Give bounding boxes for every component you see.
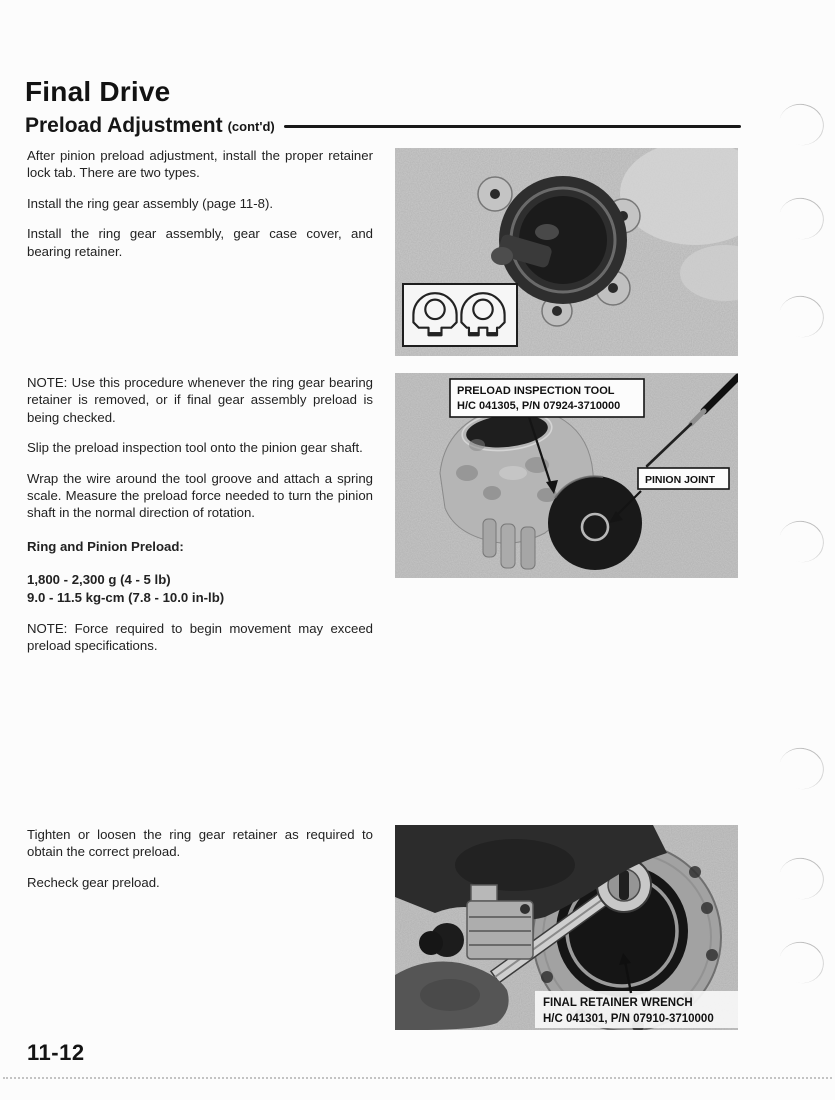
page-header [25, 76, 741, 138]
wrench-drive-slot [619, 870, 629, 900]
spec-heading: Ring and Pinion Preload: [27, 538, 184, 554]
spec-value-grams: 1,800 - 2,300 g (4 - 5 lb) [27, 572, 171, 588]
paragraph-wrap-wire: Wrap the wire around the tool groove and attach a spring scale. Measure the preload force needed to turn the pinion shaft in the normal direction of rotation. [27, 470, 373, 521]
text-block-final [27, 826, 373, 904]
tool-label-line2: H/C 041305, P/N 07924-3710000 [457, 400, 621, 412]
spec-value-kgcm: 9.0 - 11.5 kg-cm (7.8 - 10.0 in-lb) [27, 589, 225, 605]
tool-label-line1: PRELOAD INSPECTION TOOL [457, 385, 615, 397]
retainer-wrench-photo [395, 825, 738, 1030]
paragraph-tighten-retainer: Tighten or loosen the ring gear retainer as required to obtain the correct preload. [27, 827, 373, 860]
binder-curl-mark [775, 743, 829, 794]
paragraph-install-ring-gear: Install the ring gear assembly (page 11-8). [27, 195, 274, 211]
binder-curl-mark [775, 853, 829, 904]
note-procedure: NOTE: Use this procedure whenever the ring gear bearing retainer is removed, or if final gear assembly preload is being checked. [27, 375, 373, 425]
pinion-joint-label: PINION JOINT [645, 474, 716, 486]
paragraph-install-cover: Install the ring gear assembly, gear case cover, and bearing retainer. [27, 226, 373, 259]
figure-retainer-wrench [395, 825, 738, 1030]
paragraph-recheck: Recheck gear preload. [27, 874, 160, 890]
figure-preload-inspection [395, 373, 738, 578]
lock-tab-inset [403, 284, 517, 346]
figure-ring-gear-assembly [395, 148, 738, 356]
paragraph-retainer-lock-tab: After pinion preload adjustment, install the proper retainer lock tab. There are two types. [27, 148, 373, 181]
text-block-intro [27, 147, 373, 273]
binder-curl-mark [775, 99, 829, 150]
subtitle-contd-note: (cont'd) [227, 118, 275, 134]
paragraph-slip-tool: Slip the preload inspection tool onto the pinion gear shaft. [27, 440, 363, 456]
header-rule [284, 125, 741, 128]
binder-curl-mark [775, 937, 829, 988]
wrench-label-line2: H/C 041301, P/N 07910-3710000 [543, 1013, 714, 1025]
binder-curl-mark [775, 291, 829, 342]
binder-curl-mark [775, 193, 829, 244]
binder-curl-mark [775, 516, 829, 567]
page-number: 11-12 [27, 1040, 85, 1065]
preload-tool-photo [395, 373, 738, 578]
wrench-label-line1: FINAL RETAINER WRENCH [543, 997, 693, 1009]
page-title: Final Drive [25, 76, 171, 107]
section-subtitle-row [25, 114, 741, 138]
text-block-procedure [27, 374, 373, 668]
scan-bottom-edge [3, 1077, 832, 1079]
section-subtitle: Preload Adjustment [25, 114, 223, 137]
note-force: NOTE: Force required to begin movement may exceed preload specifications. [27, 621, 373, 654]
ring-gear-photo [395, 148, 738, 356]
preload-inspection-tool-disc [548, 476, 642, 570]
